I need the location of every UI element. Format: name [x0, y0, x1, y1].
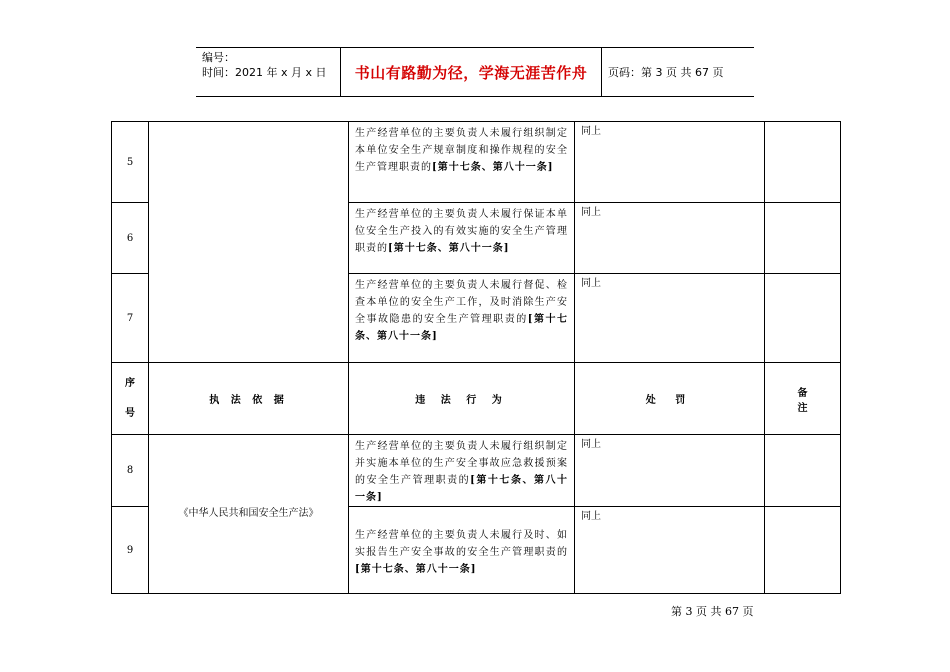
note-cell	[765, 203, 841, 274]
table-header-row	[112, 363, 841, 435]
page-footer: 第 3 页 共 67 页	[671, 605, 754, 618]
time-label: 时间：2021 年 x 月 x 日	[202, 66, 327, 79]
number-label: 编号：	[202, 51, 235, 64]
row-number: 7	[112, 274, 149, 363]
violation-cell: 生产经营单位的主要负责人未履行组织制定本单位安全生产规章制度和操作规程的安全生产管理职责的[第十七条、第八十一条]	[349, 122, 575, 203]
row-number: 5	[112, 122, 149, 203]
header-seq: 序 号	[112, 363, 149, 435]
table-row	[112, 122, 841, 203]
header-meta	[196, 48, 340, 96]
penalty-cell: 同上	[575, 203, 765, 274]
header-violation: 违 法 行 为	[349, 363, 575, 435]
note-cell	[765, 122, 841, 203]
note-cell	[765, 507, 841, 594]
penalty-cell: 同上	[575, 507, 765, 594]
violation-cell: 生产经营单位的主要负责人未履行保证本单位安全生产投入的有效实施的安全生产管理职责的[第十七条、第八十一条]	[349, 203, 575, 274]
basis-law-cell: 《中华人民共和国安全生产法》	[149, 435, 349, 594]
header-penalty: 处 罚	[575, 363, 765, 435]
note-cell	[765, 435, 841, 507]
note-cell	[765, 274, 841, 363]
page-header	[196, 47, 754, 97]
header-page-label: 页码：第 3 页 共 67 页	[608, 66, 724, 79]
penalty-cell: 同上	[575, 435, 765, 507]
row-number: 9	[112, 507, 149, 594]
penalty-cell: 同上	[575, 274, 765, 363]
header-note: 备 注	[765, 363, 841, 435]
law-enforcement-table	[111, 121, 841, 594]
row-number: 6	[112, 203, 149, 274]
table-row	[112, 435, 841, 507]
row-number: 8	[112, 435, 149, 507]
header-slogan: 书山有路勤为径，学海无涯苦作舟	[340, 48, 602, 96]
penalty-cell: 同上	[575, 122, 765, 203]
basis-cell-empty	[149, 122, 349, 363]
violation-cell: 生产经营单位的主要负责人未履行组织制定并实施本单位的生产安全事故应急救援预案的安全生产管理职责的[第十七条、第八十一条]	[349, 435, 575, 507]
header-basis: 执 法 依 据	[149, 363, 349, 435]
violation-cell: 生产经营单位的主要负责人未履行督促、检查本单位的安全生产工作，及时消除生产安全事故隐患的安全生产管理职责的[第十七条、第八十一条]	[349, 274, 575, 363]
violation-cell: 生产经营单位的主要负责人未履行及时、如实报告生产安全事故的安全生产管理职责的[第十七条、第八十一条]	[349, 507, 575, 594]
